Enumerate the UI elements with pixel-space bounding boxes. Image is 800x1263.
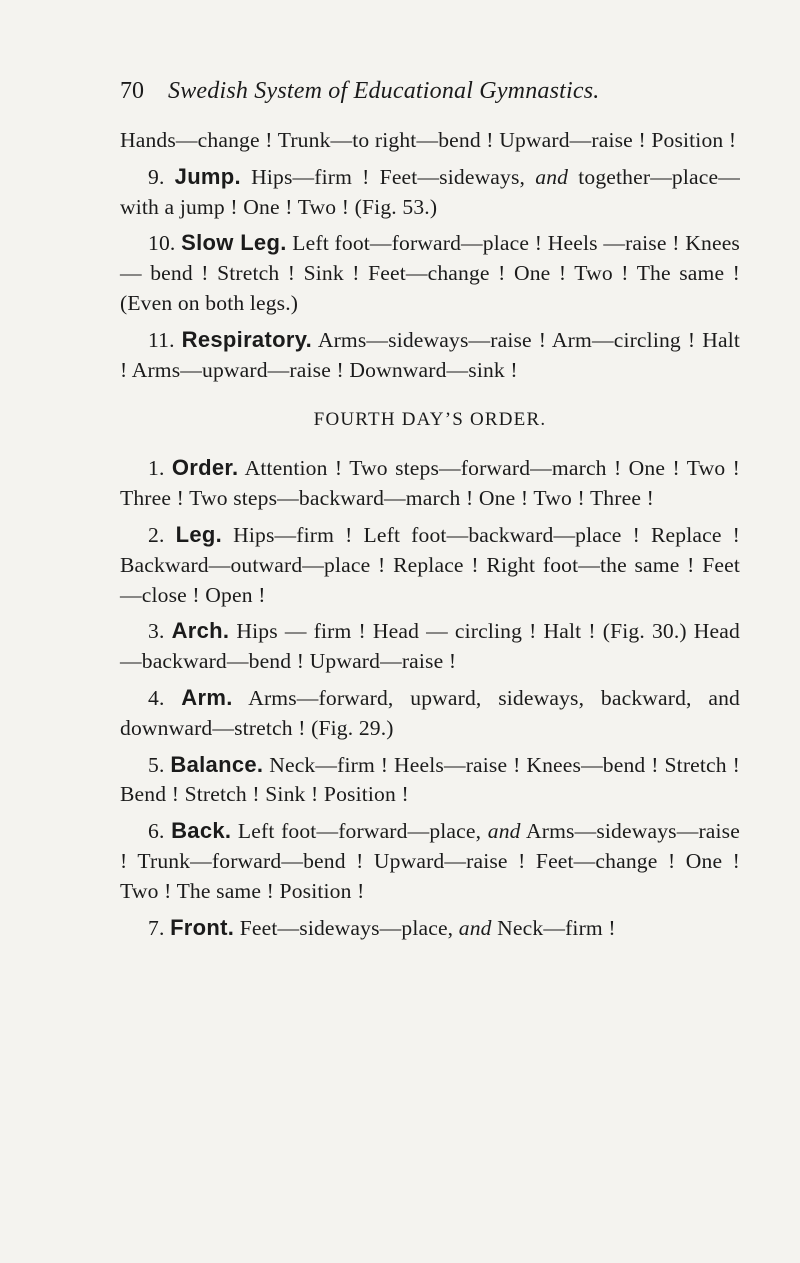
book-page bbox=[120, 76, 740, 949]
page-header bbox=[120, 76, 740, 106]
exercise-paragraph bbox=[120, 816, 740, 906]
exercise-name: Order. bbox=[171, 455, 239, 481]
exercise-name: Arch. bbox=[171, 618, 230, 644]
exercise-number: 11. bbox=[148, 327, 175, 352]
exercise-name: Balance. bbox=[170, 751, 264, 777]
exercise-text: Arms—sideways—raise ! Arm—circling ! Halt ! Arms—upward—raise ! Downward—sink ! bbox=[120, 327, 740, 382]
exercise-paragraph bbox=[120, 228, 740, 318]
exercise-paragraph bbox=[120, 325, 740, 386]
page-number: 70 bbox=[120, 78, 144, 104]
exercise-text: Left foot—forward—place ! Heels —raise ! Knees — bend ! Stretch ! Sink ! Feet—change ! One ! Two ! The same ! (Even on both legs.) bbox=[120, 231, 740, 315]
exercise-number: 4. bbox=[148, 685, 165, 710]
exercise-name: Arm. bbox=[181, 684, 233, 710]
exercise-number: 10. bbox=[148, 231, 176, 256]
exercise-paragraph bbox=[120, 913, 740, 944]
section-heading: FOURTH DAY’S ORDER. bbox=[313, 409, 547, 431]
exercise-list-a bbox=[120, 162, 740, 386]
exercise-name: Leg. bbox=[175, 521, 223, 547]
exercise-text: Feet—sideways—place, bbox=[239, 915, 459, 940]
continuation-paragraph: Hands—change ! Trunk—to right—bend ! Upward—raise ! Position ! bbox=[120, 128, 737, 152]
exercise-text-italic: and bbox=[458, 915, 492, 940]
exercise-number: 7. bbox=[148, 915, 165, 940]
exercise-number: 6. bbox=[148, 819, 165, 844]
exercise-text: Neck—firm ! Heels—raise ! Knees—bend ! Stretch ! Bend ! Stretch ! Sink ! Position ! bbox=[120, 752, 740, 807]
exercise-text-italic: and bbox=[535, 164, 569, 189]
exercise-text: Hips—firm ! Feet—sideways, bbox=[251, 164, 536, 189]
exercise-number: 9. bbox=[148, 164, 165, 189]
exercise-paragraph bbox=[120, 453, 740, 514]
exercise-paragraph bbox=[120, 520, 740, 610]
exercise-text: together—place—with a jump ! One ! Two ! (Fig. 53.) bbox=[120, 164, 740, 219]
exercise-paragraph bbox=[120, 616, 740, 677]
exercise-number: 2. bbox=[148, 522, 165, 547]
exercise-name: Front. bbox=[170, 914, 235, 940]
exercise-name: Jump. bbox=[174, 163, 241, 189]
exercise-text: Neck—firm ! bbox=[491, 915, 616, 940]
exercise-paragraph bbox=[120, 750, 740, 811]
exercise-number: 5. bbox=[148, 752, 165, 777]
exercise-paragraph bbox=[120, 162, 740, 223]
exercise-name: Respiratory. bbox=[181, 326, 313, 352]
exercise-text: Left foot—forward—place, bbox=[237, 819, 488, 844]
exercise-text: Hips — firm ! Head — circling ! Halt ! (Fig. 30.) Head—backward—bend ! Upward—raise ! bbox=[120, 619, 740, 674]
exercise-text: Arms—sideways—raise ! Trunk—forward—bend ! Upward—raise ! Feet—change ! One ! Two ! The same ! Position ! bbox=[120, 819, 740, 903]
exercise-text: Hips—firm ! Left foot—backward—place ! Replace ! Backward—outward—place ! Replace ! Right foot—the same ! Feet—close ! Open ! bbox=[120, 522, 740, 607]
exercise-paragraph bbox=[120, 683, 740, 744]
exercise-text: Arms—forward, upward, sideways, backward, and downward—stretch ! (Fig. 29.) bbox=[120, 685, 740, 740]
exercise-name: Back. bbox=[171, 818, 232, 844]
exercise-number: 3. bbox=[148, 619, 165, 644]
exercise-number: 1. bbox=[148, 456, 165, 481]
exercise-text-italic: and bbox=[487, 819, 521, 844]
running-title: Swedish System of Educational Gymnastics. bbox=[168, 78, 600, 104]
exercise-text: Attention ! Two steps—forward—march ! One ! Two ! Three ! Two steps—backward—march ! One ! Two ! Three ! bbox=[120, 456, 740, 511]
exercise-name: Slow Leg. bbox=[181, 230, 287, 256]
exercise-list-b bbox=[120, 453, 740, 943]
